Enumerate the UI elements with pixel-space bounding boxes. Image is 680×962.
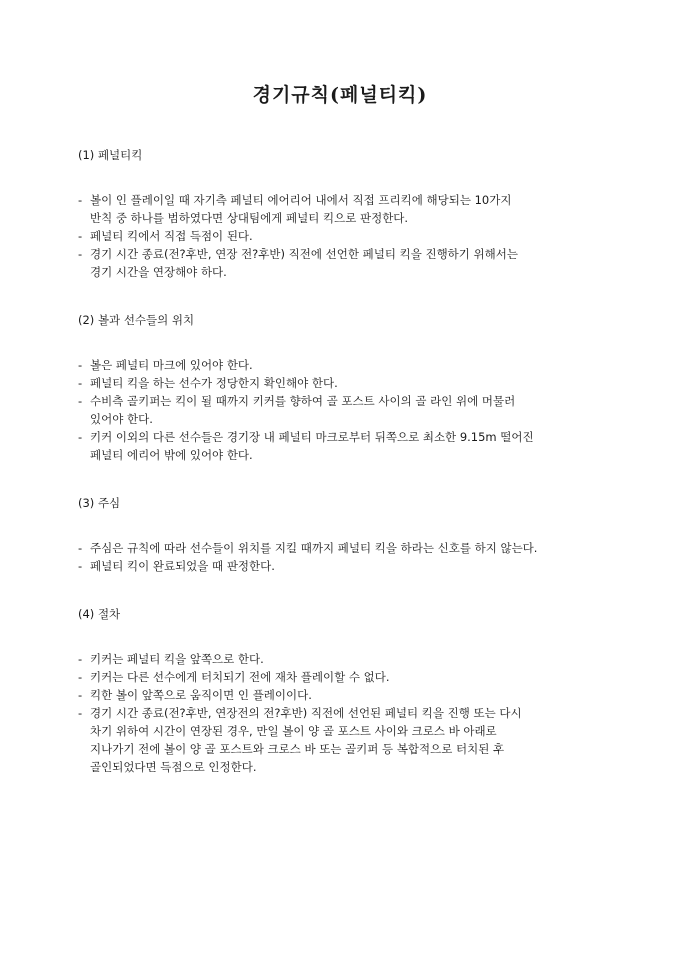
list-item-text: 주심은 규칙에 따라 선수들이 위치를 지킬 때까지 페널티 킥을 하라는 신호를 하지 않는다. xyxy=(90,541,538,555)
bullet-dash: - xyxy=(78,394,83,408)
list-item-text: 페널티 킥을 하는 선수가 정당한지 확인해야 한다. xyxy=(90,376,338,390)
bullet-dash: - xyxy=(78,358,83,372)
list-item-text: 페널티 킥에서 직접 득점이 된다. xyxy=(90,229,253,243)
list-item xyxy=(78,428,618,464)
bullet-dash: - xyxy=(78,247,83,261)
bullet-dash: - xyxy=(78,376,83,390)
section-ball-and-players xyxy=(78,311,618,464)
list-item-text: 볼은 페널티 마크에 있어야 한다. xyxy=(90,358,253,372)
list-item xyxy=(78,686,618,704)
document-body xyxy=(78,146,618,806)
list-item-text: 볼이 인 플레이일 때 자기측 페널티 에어리어 내에서 직접 프리킥에 해당되는 10가지 반칙 중 하나를 범하였다면 상대팀에게 페널티 킥으로 판정한다. xyxy=(90,193,512,225)
list-item-text: 경기 시간 종료(전?후반, 연장 전?후반) 직전에 선언한 페널티 킥을 진행하기 위해서는 경기 시간을 연장해야 하다. xyxy=(90,247,518,279)
section-procedure xyxy=(78,605,618,776)
section-heading: (3) 주심 xyxy=(78,496,121,510)
list-item xyxy=(78,668,618,686)
section-heading: (1) 페널티킥 xyxy=(78,148,143,162)
list-item-text: 수비측 골키퍼는 킥이 될 때까지 키커를 향하여 골 포스트 사이의 골 라인 위에 머물러 있어야 한다. xyxy=(90,394,516,426)
bullet-dash: - xyxy=(78,706,83,720)
list-item xyxy=(78,374,618,392)
bullet-dash: - xyxy=(78,229,83,243)
bullet-dash: - xyxy=(78,652,83,666)
list-item xyxy=(78,245,618,281)
list-item-text: 경기 시간 종료(전?후반, 연장전의 전?후반) 직전에 선언된 페널티 킥을 진행 또는 다시 차기 위하여 시간이 연장된 경우, 만일 볼이 양 골 포스트 사이와 크로스 바 아래로 지나가기 전에 볼이 양 골 포스트와 크로스 바 또는 골키퍼 등 복합적으로 터치된 후 골인되었다면 득점으로 인정한다. xyxy=(90,706,522,774)
document-title: 경기규칙(페널티킥) xyxy=(252,84,428,106)
list-item xyxy=(78,539,618,557)
section-heading: (4) 절차 xyxy=(78,607,121,621)
list-item-text: 킥한 볼이 앞쪽으로 움직이면 인 플레이이다. xyxy=(90,688,312,702)
bullet-dash: - xyxy=(78,430,83,444)
list-item xyxy=(78,227,618,245)
list-item-text: 키커는 페널티 킥을 앞쪽으로 한다. xyxy=(90,652,264,666)
bullet-dash: - xyxy=(78,559,83,573)
list-item xyxy=(78,356,618,374)
bullet-dash: - xyxy=(78,670,83,684)
section-heading: (2) 볼과 선수들의 위치 xyxy=(78,313,195,327)
list-item-text: 키커 이외의 다른 선수들은 경기장 내 페널티 마크로부터 뒤쪽으로 최소한 9.15m 떨어진 페널티 에리어 밖에 있어야 한다. xyxy=(90,430,534,462)
section-referee xyxy=(78,494,618,575)
list-item xyxy=(78,704,618,776)
bullet-dash: - xyxy=(78,688,83,702)
list-item xyxy=(78,191,618,227)
list-item xyxy=(78,650,618,668)
list-item-text: 페널티 킥이 완료되었을 때 판정한다. xyxy=(90,559,275,573)
list-item xyxy=(78,392,618,428)
bullet-dash: - xyxy=(78,541,83,555)
bullet-dash: - xyxy=(78,193,83,207)
section-penalty-kick xyxy=(78,146,618,281)
list-item-text: 키커는 다른 선수에게 터치되기 전에 재차 플레이할 수 없다. xyxy=(90,670,390,684)
list-item xyxy=(78,557,618,575)
